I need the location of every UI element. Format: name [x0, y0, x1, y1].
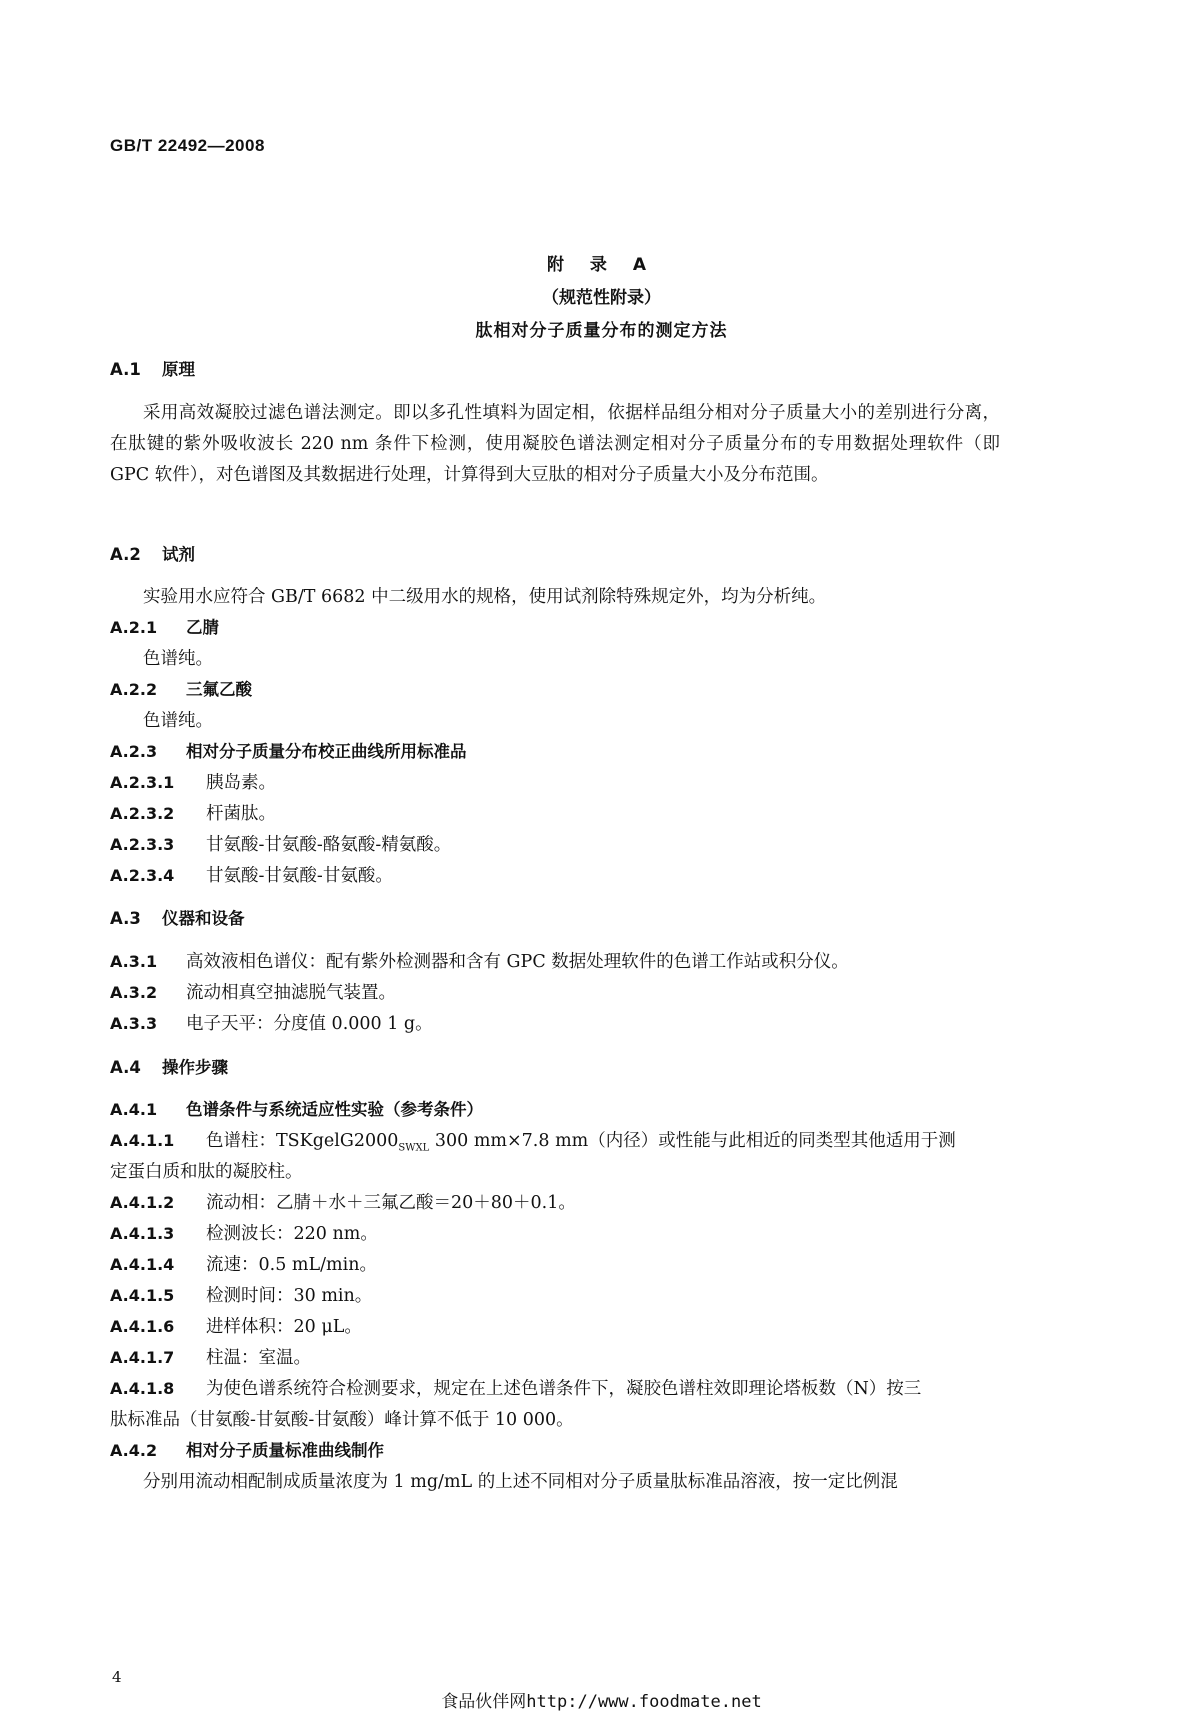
clause-text-part: 300 mm×7.8 mm（内径）或性能与此相近的同类型其他适用于测 [429, 1131, 956, 1151]
section-number: A.4 [110, 1058, 141, 1077]
clause-text: 柱温：室温。 [206, 1348, 311, 1368]
clause-a4-1-7 [110, 1344, 311, 1369]
clause-text: 色谱纯。 [143, 711, 213, 731]
clause-a4-1 [110, 1096, 483, 1120]
clause-number: A.3.2 [110, 983, 158, 1002]
clause-title: 相对分子质量标准曲线制作 [186, 1441, 384, 1460]
clause-text: 为使色谱系统符合检测要求，规定在上述色谱条件下，凝胶色谱柱效即理论塔板数（N）按三 [206, 1379, 922, 1399]
clause-a4-1-8 [110, 1375, 921, 1400]
clause-a2-3-3 [110, 831, 451, 856]
clause-number: A.2.3.4 [110, 866, 175, 885]
clause-number: A.3.1 [110, 952, 158, 971]
clause-text: 杆菌肽。 [206, 804, 276, 824]
section-heading-a4 [110, 1054, 228, 1078]
appendix-title: 附 录 A [547, 255, 656, 275]
clause-number: A.2.2 [110, 680, 158, 699]
section-title: 试剂 [162, 545, 195, 564]
clause-number: A.4.1.3 [110, 1224, 175, 1243]
section-number: A.3 [110, 909, 141, 928]
clause-text: 分别用流动相配制成质量浓度为 1 mg/mL 的上述不同相对分子质量肽标准品溶液，按一定比例混 [143, 1472, 898, 1492]
section-heading-a1 [110, 356, 195, 380]
clause-title: 相对分子质量分布校正曲线所用标准品 [186, 742, 467, 761]
section-paragraph: 采用高效凝胶过滤色谱法测定。即以多孔性填料为固定相，依据样品组分相对分子质量大小的差别进行分离，在肽键的紫外吸收波长 220 nm 条件下检测，使用凝胶色谱法测定相对分子质量分布的专用数据处理软件（即 GPC 软件），对色谱图及其数据进行处理，计算得到大豆肽的相对分子质量大小及分布范围。 [110, 403, 1000, 485]
clause-a2-1 [110, 614, 219, 638]
clause-a2-3-1 [110, 769, 276, 794]
clause-a4-1-1 [110, 1127, 956, 1154]
clause-number: A.3.3 [110, 1014, 158, 1033]
clause-number: A.2.3.2 [110, 804, 175, 823]
clause-a3-3 [110, 1010, 433, 1035]
section-paragraph: 实验用水应符合 GB/T 6682 中二级用水的规格，使用试剂除特殊规定外，均为分析纯。 [143, 587, 827, 607]
clause-number: A.4.1.1 [110, 1131, 175, 1150]
clause-a3-2 [110, 979, 396, 1004]
clause-text: 高效液相色谱仪：配有紫外检测器和含有 GPC 数据处理软件的色谱工作站或积分仪。 [186, 952, 849, 972]
clause-number: A.4.1.8 [110, 1379, 175, 1398]
footer-watermark: 食品伙伴网http://www.foodmate.net [441, 1692, 762, 1712]
clause-text: 甘氨酸-甘氨酸-酪氨酸-精氨酸。 [206, 835, 452, 855]
clause-text: 色谱纯。 [143, 649, 213, 669]
standard-code: GB/T 22492—2008 [110, 136, 265, 155]
clause-text: 检测时间：30 min。 [206, 1286, 373, 1306]
clause-text: 检测波长：220 nm。 [206, 1224, 378, 1244]
clause-a4-1-5 [110, 1282, 372, 1307]
section-number: A.2 [110, 545, 141, 564]
clause-text: 胰岛素。 [206, 773, 276, 793]
clause-text: 甘氨酸-甘氨酸-甘氨酸。 [206, 866, 393, 886]
section-title: 仪器和设备 [162, 909, 245, 928]
clause-number: A.2.3.3 [110, 835, 175, 854]
page-number: 4 [112, 1668, 122, 1686]
clause-a4-1-4 [110, 1251, 377, 1276]
clause-number: A.4.1.7 [110, 1348, 175, 1367]
clause-number: A.4.1.2 [110, 1193, 175, 1212]
clause-number: A.4.1.6 [110, 1317, 175, 1336]
clause-a2-2 [110, 676, 252, 700]
section-heading-a2 [110, 541, 195, 565]
section-title: 原理 [162, 360, 195, 379]
clause-a3-1 [110, 948, 849, 973]
clause-a2-3 [110, 738, 467, 762]
section-number: A.1 [110, 360, 141, 379]
clause-title: 乙腈 [186, 618, 219, 637]
clause-number: A.4.1 [110, 1100, 158, 1119]
clause-text-continuation: 定蛋白质和肽的凝胶柱。 [110, 1162, 303, 1182]
section-title: 操作步骤 [162, 1058, 228, 1077]
section-heading-a3 [110, 905, 245, 929]
clause-text: 流动相：乙腈＋水＋三氟乙酸＝20＋80＋0.1。 [206, 1193, 576, 1213]
clause-a4-1-3 [110, 1220, 378, 1245]
clause-text: 流速：0.5 mL/min。 [206, 1255, 377, 1275]
clause-title: 三氟乙酸 [186, 680, 252, 699]
clause-number: A.2.3.1 [110, 773, 175, 792]
clause-number: A.4.1.5 [110, 1286, 175, 1305]
clause-number: A.2.1 [110, 618, 158, 637]
clause-text: 流动相真空抽滤脱气装置。 [186, 983, 396, 1003]
clause-a4-1-6 [110, 1313, 362, 1338]
clause-a2-3-4 [110, 862, 393, 887]
clause-title: 色谱条件与系统适应性实验（参考条件） [186, 1100, 483, 1119]
clause-number: A.4.1.4 [110, 1255, 175, 1274]
column-subscript: SWXL [398, 1142, 430, 1154]
clause-text: 电子天平：分度值 0.000 1 g。 [186, 1014, 433, 1034]
clause-text-part: 色谱柱：TSKgelG2000 [206, 1131, 399, 1151]
clause-number: A.4.2 [110, 1441, 158, 1460]
appendix-type: （规范性附录） [542, 288, 661, 308]
clause-text: 进样体积：20 μL。 [206, 1317, 362, 1337]
clause-a4-2 [110, 1437, 384, 1461]
appendix-name: 肽相对分子质量分布的测定方法 [475, 321, 728, 341]
clause-a4-1-2 [110, 1189, 576, 1214]
clause-number: A.2.3 [110, 742, 158, 761]
clause-a2-3-2 [110, 800, 276, 825]
clause-text-continuation: 肽标准品（甘氨酸-甘氨酸-甘氨酸）峰计算不低于 10 000。 [110, 1410, 574, 1430]
